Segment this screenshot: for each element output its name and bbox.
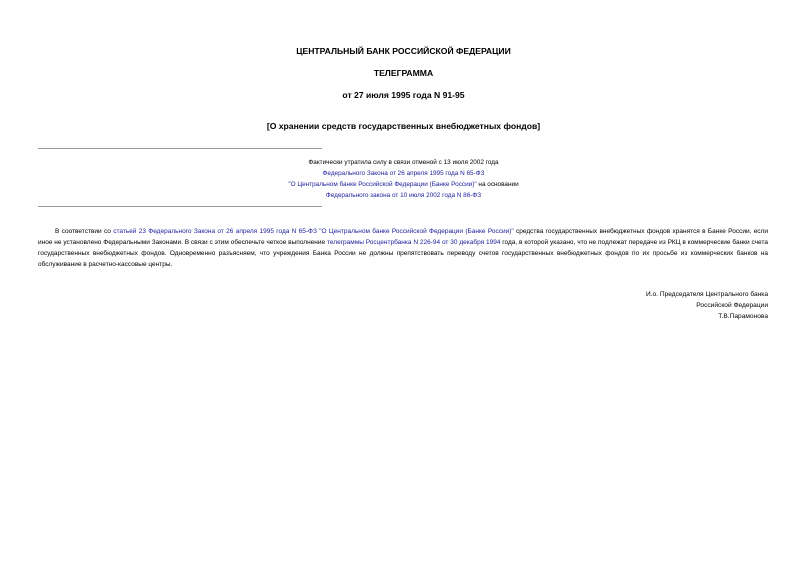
document-date: от 27 июля 1995 года N 91-95 — [342, 90, 465, 100]
body-text-part2: средства государственных внебюджетных фондов хранятся в Банке России, если иное не установлено Федеральными Законами. В связи с этим обеспечьте четкое выполнение — [38, 228, 768, 246]
body-text-part3: года, в которой указано, что не подлежат передаче из РКЦ в коммерческие банки счета государственных внебюджетных фондов. Одновременно разъясняем, что учреждения Банка России не должны препятствовать переводу счетов государственных внебюджетных фондов по их просьбе из коммерческих банков на обслуживание в расчетно-кассовые центры. — [38, 239, 768, 268]
telegram-226-94-link[interactable]: телеграммы Росцентрбанка N 226-94 от 30 декабря 1994 — [326, 239, 501, 246]
document-type: ТЕЛЕГРАММА — [373, 68, 434, 78]
status-note-line3 — [0, 179, 807, 190]
signature-position-line1: И.о. Председателя Центрального банка — [645, 291, 768, 298]
body-paragraph — [38, 226, 768, 270]
law-86fz-link[interactable]: Федерального закона от 10 июля 2002 года N 86-ФЗ — [325, 192, 482, 199]
signatory-name: Т.В.Парамонова — [718, 313, 768, 320]
issuer-title: ЦЕНТРАЛЬНЫЙ БАНК РОССИЙСКОЙ ФЕДЕРАЦИИ — [296, 46, 511, 56]
article-23-link[interactable]: статьей 23 Федерального Закона от 26 апреля 1995 года N 65-ФЗ "О Центральном банке Российской Федерации (Банке России)" — [113, 228, 514, 235]
status-note-line4 — [0, 190, 807, 201]
status-note-line2 — [0, 168, 807, 179]
document-subject: [О хранении средств государственных внебюджетных фондов] — [266, 121, 541, 131]
body-text-part1: В соответствии со — [55, 228, 114, 235]
central-bank-law-title-link[interactable]: "О Центральном банке Российской Федерации (Банке России)" — [288, 181, 477, 188]
status-note-line3-tail: на основании — [476, 181, 519, 188]
divider-bottom — [38, 206, 322, 207]
law-65fz-link[interactable]: Федерального Закона от 26 апреля 1995 года N 65-ФЗ — [322, 170, 485, 177]
signature-position-line2: Российской Федерации — [696, 302, 768, 309]
status-note-line1: Фактически утратила силу в связи отменой с 13 июля 2002 года — [308, 159, 499, 166]
divider-top — [38, 148, 322, 149]
